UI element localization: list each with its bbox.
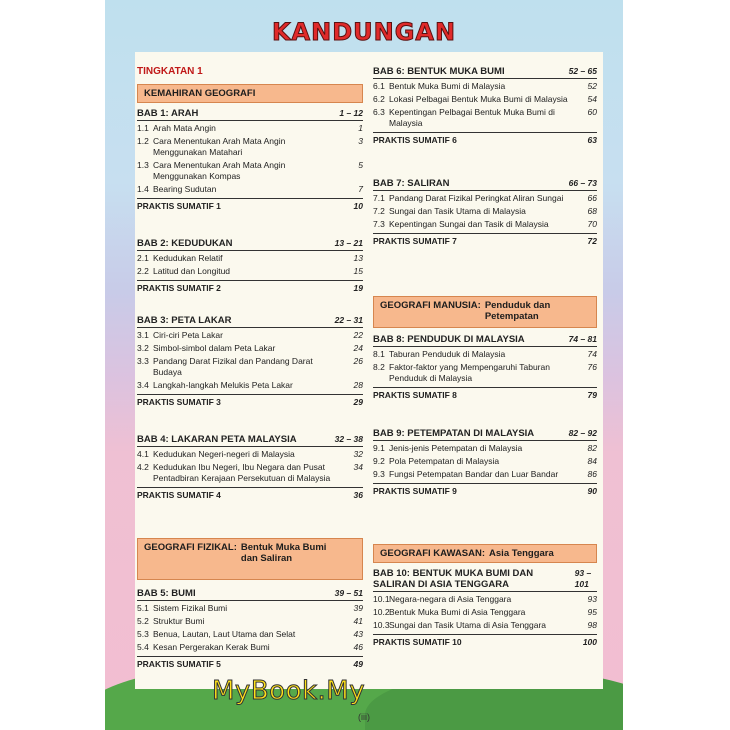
- entry-title: Simbol-simbol dalam Peta Lakar: [153, 343, 276, 353]
- entry-page: 52: [587, 81, 597, 91]
- chapter-title: BAB 8: PENDUDUK DI MALAYSIA: [373, 334, 525, 345]
- praktis-row: [137, 487, 363, 501]
- entry-page: 26: [353, 356, 363, 366]
- entry-page: 3: [358, 136, 363, 146]
- entry-page: 41: [353, 616, 363, 626]
- entry-title: Sungai dan Tasik Utama di Malaysia: [389, 206, 526, 216]
- praktis-page: 100: [582, 637, 597, 647]
- chapter-title-row: [373, 568, 597, 592]
- toc-entry: [373, 607, 597, 618]
- entry-page: 74: [587, 349, 597, 359]
- chapter-pages: 74 – 81: [568, 334, 597, 344]
- chapter-title: BAB 4: LAKARAN PETA MALAYSIA: [137, 434, 297, 445]
- entry-number: 9.2: [373, 456, 385, 466]
- entry-number: 8.1: [373, 349, 385, 359]
- chapter-title-row: [373, 178, 597, 191]
- entry-title: Cara Menentukan Arah Mata Angin Menggunakan Matahari: [153, 136, 286, 157]
- toc-entry: [373, 219, 597, 230]
- entry-page: 32: [353, 449, 363, 459]
- entry-title: Bentuk Muka Bumi di Malaysia: [389, 81, 506, 91]
- entry-page: 5: [358, 160, 363, 170]
- toc-entry: [373, 349, 597, 360]
- chapter-title-row: [137, 434, 363, 447]
- entry-number: 3.2: [137, 343, 149, 353]
- entry-title: Bentuk Muka Bumi di Asia Tenggara: [389, 607, 526, 617]
- entry-title: Benua, Lautan, Laut Utama dan Selat: [153, 629, 296, 639]
- entry-page: 22: [353, 330, 363, 340]
- entry-number: 3.4: [137, 380, 149, 390]
- section-kemahiran-geografi: KEMAHIRAN GEOGRAFI: [137, 84, 363, 103]
- praktis-page: 36: [353, 490, 363, 500]
- praktis-row: [373, 483, 597, 497]
- chapter-title-row: [137, 588, 363, 601]
- toc-entry: [373, 206, 597, 217]
- toc-entry: [137, 253, 363, 264]
- chapter-title: BAB 2: KEDUDUKAN: [137, 238, 233, 249]
- chapter-pages: 52 – 65: [568, 66, 597, 76]
- praktis-page: 90: [587, 486, 597, 496]
- chapter-block: [137, 434, 363, 501]
- entry-page: 93: [587, 594, 597, 604]
- toc-entry: [137, 123, 363, 134]
- toc-entry: [137, 449, 363, 460]
- entry-title: Pandang Darat Fizikal Peringkat Aliran Sungai: [389, 193, 564, 203]
- entry-page: 1: [358, 123, 363, 133]
- chapter-pages: 82 – 92: [568, 428, 597, 438]
- section-geografi-kawasan: [373, 544, 597, 563]
- chapter-title-row: [137, 315, 363, 328]
- praktis-row: [373, 387, 597, 401]
- toc-entry: [373, 443, 597, 454]
- chapter-block: [137, 238, 363, 294]
- chapter-pages: 32 – 38: [334, 434, 363, 444]
- entry-title: Lokasi Pelbagai Bentuk Muka Bumi di Malaysia: [389, 94, 568, 104]
- praktis-row: [373, 132, 597, 146]
- toc-entry: [137, 356, 363, 378]
- toc-entry: [373, 594, 597, 605]
- toc-entry: [373, 193, 597, 204]
- entry-title: Kedudukan Negeri-negeri di Malaysia: [153, 449, 295, 459]
- entry-page: 95: [587, 607, 597, 617]
- chapter-title: BAB 5: BUMI: [137, 588, 196, 599]
- entry-number: 2.1: [137, 253, 149, 263]
- toc-entry: [137, 343, 363, 354]
- toc-entry: [137, 266, 363, 277]
- entry-page: 46: [353, 642, 363, 652]
- entry-title: Fungsi Petempatan Bandar dan Luar Bandar: [389, 469, 559, 479]
- section-sublabel: Asia Tenggara: [489, 548, 554, 559]
- entry-title: Kedudukan Ibu Negeri, Ibu Negara dan Pusat Pentadbiran Kerajaan Persekutuan di Malaysia: [153, 462, 331, 483]
- page-title: KANDUNGAN: [271, 18, 457, 46]
- entry-number: 3.1: [137, 330, 149, 340]
- entry-title: Bearing Sudutan: [153, 184, 217, 194]
- entry-page: 84: [587, 456, 597, 466]
- book-page: [105, 0, 623, 730]
- entry-page: 43: [353, 629, 363, 639]
- entry-page: 86: [587, 469, 597, 479]
- entry-number: 10.1: [373, 594, 390, 604]
- toc-entry: [137, 642, 363, 653]
- section-sublabel: Penduduk dan Petempatan: [484, 300, 551, 322]
- entry-number: 4.2: [137, 462, 149, 472]
- entry-number: 10.2: [373, 607, 390, 617]
- entry-title: Ciri-ciri Peta Lakar: [153, 330, 223, 340]
- entry-page: 70: [587, 219, 597, 229]
- chapter-block: [373, 428, 597, 497]
- praktis-label: PRAKTIS SUMATIF 3: [137, 397, 221, 407]
- toc-entry: [373, 81, 597, 92]
- praktis-label: PRAKTIS SUMATIF 4: [137, 490, 221, 500]
- toc-entry: [373, 362, 597, 384]
- entry-page: 39: [353, 603, 363, 613]
- entry-page: 15: [353, 266, 363, 276]
- entry-page: 82: [587, 443, 597, 453]
- entry-title: Pandang Darat Fizikal dan Pandang Darat Budaya: [153, 356, 313, 377]
- entry-number: 9.3: [373, 469, 385, 479]
- entry-page: 34: [353, 462, 363, 472]
- entry-title: Langkah-langkah Melukis Peta Lakar: [153, 380, 293, 390]
- entry-number: 5.4: [137, 642, 149, 652]
- entry-page: 98: [587, 620, 597, 630]
- toc-entry: [137, 330, 363, 341]
- entry-number: 6.2: [373, 94, 385, 104]
- chapter-pages: 66 – 73: [568, 178, 597, 188]
- entry-number: 8.2: [373, 362, 385, 372]
- chapter-title-row: [137, 108, 363, 121]
- chapter-pages: 1 – 12: [339, 108, 363, 118]
- praktis-row: [373, 233, 597, 247]
- chapter-block: [137, 108, 363, 212]
- entry-number: 6.1: [373, 81, 385, 91]
- toc-entry: [137, 184, 363, 195]
- entry-number: 9.1: [373, 443, 385, 453]
- praktis-label: PRAKTIS SUMATIF 8: [373, 390, 457, 400]
- praktis-page: 29: [353, 397, 363, 407]
- toc-entry: [137, 462, 363, 484]
- entry-number: 5.3: [137, 629, 149, 639]
- entry-number: 1.2: [137, 136, 149, 146]
- page-title-wrap: [105, 18, 623, 46]
- section-sublabel: Bentuk Muka Bumi dan Saliran: [240, 542, 327, 564]
- chapter-block: [373, 568, 597, 648]
- praktis-row: [137, 656, 363, 670]
- chapter-pages: 13 – 21: [334, 238, 363, 248]
- entry-title: Cara Menentukan Arah Mata Angin Menggunakan Kompas: [153, 160, 286, 181]
- entry-number: 2.2: [137, 266, 149, 276]
- entry-page: 28: [353, 380, 363, 390]
- chapter-title-row: [373, 66, 597, 79]
- praktis-label: PRAKTIS SUMATIF 2: [137, 283, 221, 293]
- section-geografi-fizikal: [137, 538, 363, 580]
- chapter-pages: 39 – 51: [334, 588, 363, 598]
- entry-title: Kepentingan Sungai dan Tasik di Malaysia: [389, 219, 549, 229]
- chapter-title: BAB 1: ARAH: [137, 108, 199, 119]
- praktis-page: 63: [587, 135, 597, 145]
- toc-entry: [137, 136, 363, 158]
- entry-page: 68: [587, 206, 597, 216]
- praktis-label: PRAKTIS SUMATIF 1: [137, 201, 221, 211]
- entry-number: 1.3: [137, 160, 149, 170]
- entry-page: 54: [587, 94, 597, 104]
- entry-number: 10.3: [373, 620, 390, 630]
- toc-entry: [137, 603, 363, 614]
- entry-title: Negara-negara di Asia Tenggara: [389, 594, 512, 604]
- praktis-label: PRAKTIS SUMATIF 10: [373, 637, 462, 647]
- praktis-row: [137, 198, 363, 212]
- praktis-row: [137, 280, 363, 294]
- chapter-title: BAB 9: PETEMPATAN DI MALAYSIA: [373, 428, 535, 439]
- chapter-block: [137, 315, 363, 408]
- praktis-page: 79: [587, 390, 597, 400]
- section-geografi-manusia: [373, 296, 597, 328]
- entry-page: 76: [587, 362, 597, 372]
- page-number: (iii): [358, 712, 370, 722]
- praktis-row: [137, 394, 363, 408]
- entry-page: 7: [358, 184, 363, 194]
- entry-number: 1.4: [137, 184, 149, 194]
- toc-entry: [137, 629, 363, 640]
- entry-title: Sungai dan Tasik Utama di Asia Tenggara: [389, 620, 547, 630]
- entry-number: 7.2: [373, 206, 385, 216]
- entry-number: 7.3: [373, 219, 385, 229]
- chapter-title-row: [373, 334, 597, 347]
- entry-number: 1.1: [137, 123, 149, 133]
- section-label: GEOGRAFI MANUSIA:: [380, 300, 481, 311]
- entry-title: Latitud dan Longitud: [153, 266, 231, 276]
- entry-title: Kedudukan Relatif: [153, 253, 223, 263]
- tingkatan-heading: TINGKATAN 1: [137, 66, 203, 77]
- entry-page: 13: [353, 253, 363, 263]
- entry-number: 7.1: [373, 193, 385, 203]
- watermark: MyBook.My: [212, 676, 366, 706]
- chapter-block: [373, 178, 597, 247]
- chapter-block: [373, 334, 597, 401]
- entry-title: Taburan Penduduk di Malaysia: [389, 349, 506, 359]
- praktis-label: PRAKTIS SUMATIF 9: [373, 486, 457, 496]
- chapter-title: BAB 3: PETA LAKAR: [137, 315, 232, 326]
- section-label: GEOGRAFI KAWASAN:: [380, 548, 486, 559]
- chapter-pages: 93 – 101: [574, 568, 592, 589]
- entry-page: 66: [587, 193, 597, 203]
- entry-number: 5.2: [137, 616, 149, 626]
- toc-entry: [373, 456, 597, 467]
- entry-title: Jenis-jenis Petempatan di Malaysia: [389, 443, 523, 453]
- toc-entry: [137, 160, 363, 182]
- chapter-block: [373, 66, 597, 146]
- toc-entry: [373, 107, 597, 129]
- entry-title: Kesan Pergerakan Kerak Bumi: [153, 642, 270, 652]
- praktis-page: 72: [587, 236, 597, 246]
- entry-title: Arah Mata Angin: [153, 123, 216, 133]
- entry-number: 3.3: [137, 356, 149, 366]
- entry-title: Sistem Fizikal Bumi: [153, 603, 228, 613]
- praktis-page: 10: [353, 201, 363, 211]
- entry-title: Faktor-faktor yang Mempengaruhi Taburan Penduduk di Malaysia: [389, 362, 550, 383]
- entry-number: 6.3: [373, 107, 385, 117]
- section-label: GEOGRAFI FIZIKAL:: [144, 542, 237, 553]
- chapter-title-row: [137, 238, 363, 251]
- praktis-label: PRAKTIS SUMATIF 5: [137, 659, 221, 669]
- entry-title: Pola Petempatan di Malaysia: [389, 456, 500, 466]
- entry-page: 24: [353, 343, 363, 353]
- chapter-pages: 22 – 31: [334, 315, 363, 325]
- praktis-label: PRAKTIS SUMATIF 7: [373, 236, 457, 246]
- entry-number: 4.1: [137, 449, 149, 459]
- toc-entry: [373, 620, 597, 631]
- praktis-page: 49: [353, 659, 363, 669]
- toc-entry: [373, 469, 597, 480]
- chapter-title: BAB 10: BENTUK MUKA BUMI DAN SALIRAN DI ASIA TENGGARA: [373, 568, 534, 590]
- entry-page: 60: [587, 107, 597, 117]
- chapter-title: BAB 6: BENTUK MUKA BUMI: [373, 66, 505, 77]
- chapter-title-row: [373, 428, 597, 441]
- entry-title: Struktur Bumi: [153, 616, 205, 626]
- entry-title: Kepentingan Pelbagai Bentuk Muka Bumi di Malaysia: [389, 107, 555, 128]
- praktis-label: PRAKTIS SUMATIF 6: [373, 135, 457, 145]
- praktis-row: [373, 634, 597, 648]
- praktis-page: 19: [353, 283, 363, 293]
- toc-entry: [137, 380, 363, 391]
- chapter-title: BAB 7: SALIRAN: [373, 178, 450, 189]
- toc-entry: [137, 616, 363, 627]
- toc-entry: [373, 94, 597, 105]
- chapter-block: [137, 588, 363, 670]
- entry-number: 5.1: [137, 603, 149, 613]
